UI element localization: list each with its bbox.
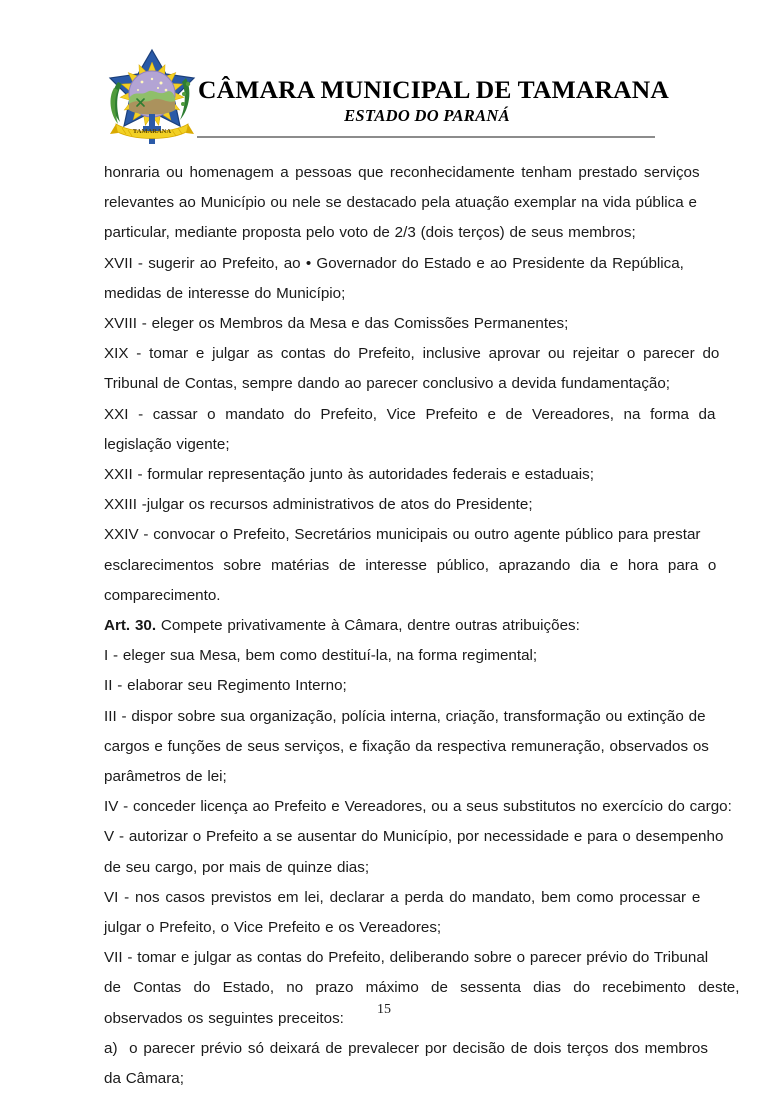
body-line: VI - nos casos previstos em lei, declarar a perda do mandato, bem como processar e — [104, 888, 701, 906]
page-number: 15 — [377, 1002, 391, 1017]
body-line: XXIV - convocar o Prefeito, Secretários municipais ou outro agente público para prestar — [104, 526, 701, 544]
body-line: XXII - formular representação junto às autoridades federais e estaduais; — [104, 466, 594, 484]
body-line: medidas de interesse do Município; — [104, 284, 346, 302]
coat-of-arms-icon — [104, 48, 200, 148]
document-header — [0, 0, 768, 150]
body-line: I - eleger sua Mesa, bem como destituí-la, na forma regimental; — [104, 647, 538, 665]
body-line: III - dispor sobre sua organização, polícia interna, criação, transformação ou extinção de — [104, 707, 706, 725]
body-line: XVIII - eleger os Membros da Mesa e das Comissões Permanentes; — [104, 315, 569, 333]
body-line: II - elaborar seu Regimento Interno; — [104, 677, 347, 695]
body-line: julgar o Prefeito, o Vice Prefeito e os Vereadores; — [104, 919, 442, 937]
body-line: comparecimento. — [104, 586, 221, 604]
article-heading-text: Compete privativamente à Câmara, dentre outras atribuições: — [156, 617, 580, 635]
document-body — [104, 158, 740, 1094]
header-divider — [197, 136, 655, 138]
body-line: observados os seguintes preceitos: — [104, 1009, 344, 1027]
body-line: VII - tomar e julgar as contas do Prefeito, deliberando sobre o parecer prévio do Tribunal — [104, 949, 709, 967]
body-line: XXI - cassar o mandato do Prefeito, Vice Prefeito e de Vereadores, na forma da — [104, 405, 716, 423]
body-line: XIX - tomar e julgar as contas do Prefeito, inclusive aprovar ou rejeitar o parecer do — [104, 345, 720, 363]
body-line: V - autorizar o Prefeito a se ausentar do Município, por necessidade e para o desempenho — [104, 828, 724, 846]
body-line: de seu cargo, por mais de quinze dias; — [104, 858, 370, 876]
article-number: Art. 30. — [104, 617, 157, 635]
header-title-block — [198, 75, 669, 126]
body-line: esclarecimentos sobre matérias de interesse público, aprazando dia e hora para o — [104, 556, 717, 574]
body-line: particular, mediante proposta pelo voto de 2/3 (dois terços) de seus membros; — [104, 224, 636, 242]
body-line: relevantes ao Município ou nele se destacado pela atuação exemplar na vida pública e — [104, 194, 697, 212]
body-line: XVII - sugerir ao Prefeito, ao • Governador do Estado e ao Presidente da República, — [104, 254, 684, 272]
body-line: da Câmara; — [104, 1070, 184, 1088]
article-heading-line — [104, 611, 714, 641]
body-line: honraria ou homenagem a pessoas que reconhecidamente tenham prestado serviços — [104, 164, 700, 181]
emblem-banner-text: TAMARANA — [132, 128, 172, 135]
page-title: CÂMARA MUNICIPAL DE TAMARANA — [198, 75, 669, 104]
body-line: cargos e funções de seus serviços, e fixação da respectiva remuneração, observados os — [104, 737, 709, 755]
body-line: IV - conceder licença ao Prefeito e Vereadores, ou a seus substitutos no exercício do cargo: — [104, 798, 732, 816]
body-line: Tribunal de Contas, sempre dando ao parecer conclusivo a devida fundamentação; — [104, 375, 671, 393]
body-line: XXIII -julgar os recursos administrativos de atos do Presidente; — [104, 496, 533, 514]
body-line: de Contas do Estado, no prazo máximo de sessenta dias do recebimento deste, — [104, 979, 740, 997]
body-line: legislação vigente; — [104, 435, 230, 453]
document-footer — [0, 1000, 768, 1018]
body-line: parâmetros de lei; — [104, 768, 227, 786]
body-line: a) o parecer prévio só deixará de prevalecer por decisão de dois terços dos membros — [104, 1039, 708, 1057]
page-subtitle: ESTADO DO PARANÁ — [344, 105, 510, 125]
